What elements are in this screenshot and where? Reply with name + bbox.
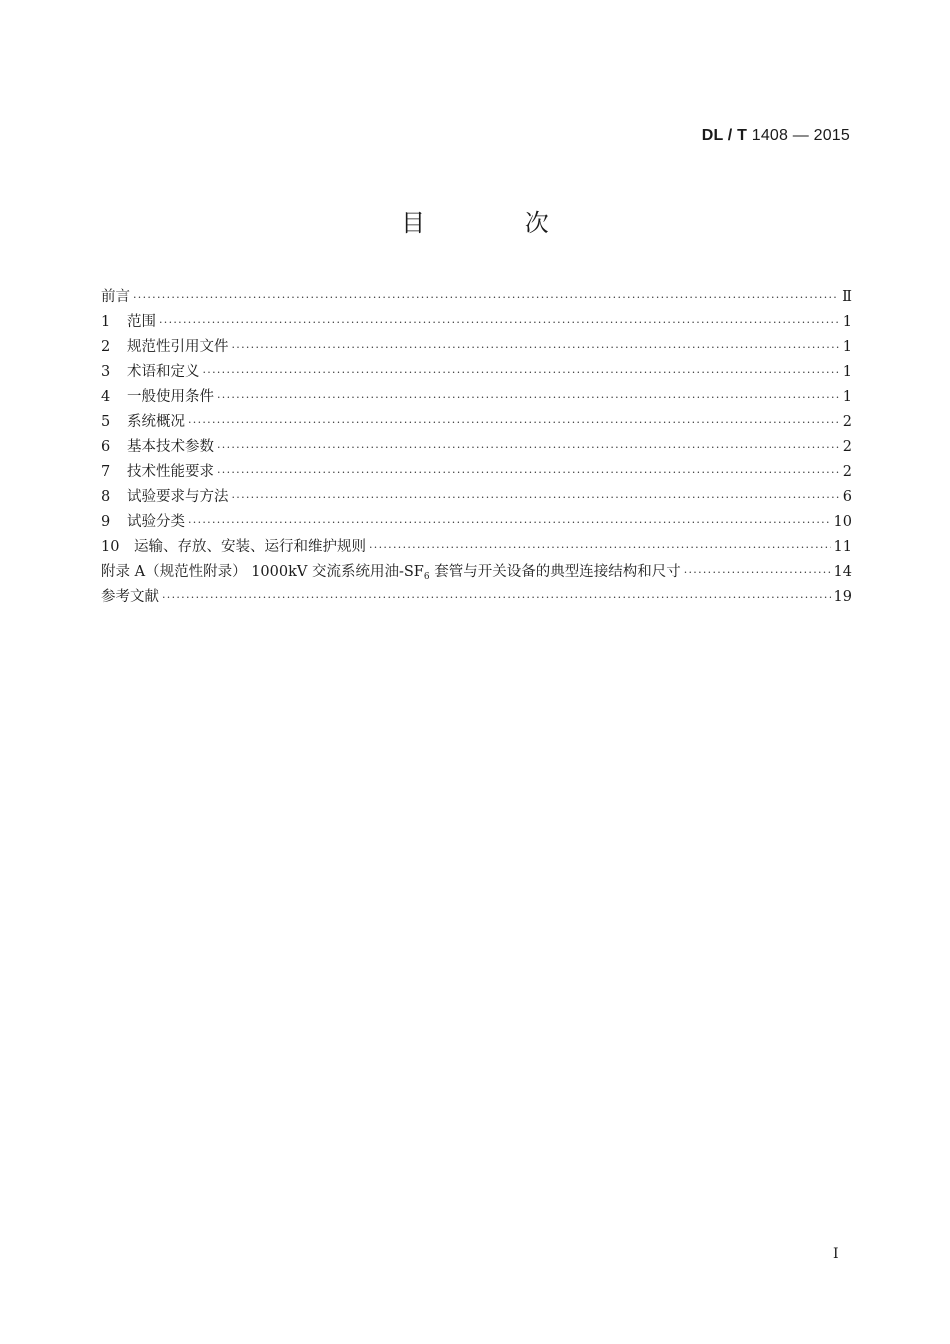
toc-page-number: 1 xyxy=(842,389,852,405)
toc-section-number: 1 xyxy=(101,314,111,330)
toc-entry-7[interactable] xyxy=(101,460,852,485)
appendix-title-part: 附录 A（规范性附录） 1000kV 交流系统用油-SF xyxy=(101,564,424,580)
toc-entry-title: 试验分类 xyxy=(127,514,185,530)
toc-entry-title: 系统概况 xyxy=(127,414,185,430)
leader-dots xyxy=(203,360,840,385)
toc-section-number: 10 xyxy=(101,539,120,555)
toc-entry-10[interactable] xyxy=(101,535,852,560)
table-of-contents xyxy=(101,285,852,610)
toc-entry-3[interactable] xyxy=(101,360,852,385)
toc-section-number: 4 xyxy=(101,389,111,405)
document-code xyxy=(702,127,850,145)
toc-page-number: 1 xyxy=(842,314,852,330)
toc-entry-title: 规范性引用文件 xyxy=(127,339,229,355)
toc-page-number: 2 xyxy=(842,464,852,480)
toc-entry-bibliography[interactable] xyxy=(101,585,852,610)
page-number: I xyxy=(833,1246,839,1262)
toc-entry-title: 术语和定义 xyxy=(127,364,200,380)
leader-dots xyxy=(232,335,840,360)
toc-page-number: 1 xyxy=(842,339,852,355)
toc-page-number: 19 xyxy=(833,589,852,605)
leader-dots xyxy=(217,460,840,485)
toc-entry-title: 一般使用条件 xyxy=(127,389,214,405)
toc-entry-6[interactable] xyxy=(101,435,852,460)
appendix-title-rest: 套管与开关设备的典型连接结构和尺寸 xyxy=(429,564,681,580)
toc-section-number: 2 xyxy=(101,339,111,355)
page-title: 目 次 xyxy=(401,209,595,237)
subscript-six: 6 xyxy=(423,572,430,582)
toc-entry-title: 技术性能要求 xyxy=(127,464,214,480)
toc-page-number: 11 xyxy=(833,539,852,555)
toc-entry-title: 前言 xyxy=(101,289,130,305)
leader-dots xyxy=(188,410,840,435)
toc-entry-foreword[interactable] xyxy=(101,285,852,310)
toc-page-number: 10 xyxy=(833,514,852,530)
toc-entry-title: 参考文献 xyxy=(101,589,159,605)
toc-entry-4[interactable] xyxy=(101,385,852,410)
leader-dots xyxy=(684,560,831,585)
toc-section-number: 5 xyxy=(101,414,111,430)
toc-page-number: 14 xyxy=(833,564,852,580)
toc-page-number: 2 xyxy=(842,439,852,455)
toc-page-number: Ⅱ xyxy=(842,289,852,305)
toc-entry-8[interactable] xyxy=(101,485,852,510)
toc-section-number: 6 xyxy=(101,439,111,455)
leader-dots xyxy=(159,310,840,335)
standard-number: 1408 — 2015 xyxy=(751,127,850,144)
toc-page-number: 6 xyxy=(842,489,852,505)
leader-dots xyxy=(217,385,840,410)
toc-entry-title: 运输、存放、安装、运行和维护规则 xyxy=(134,539,366,555)
toc-page-number: 1 xyxy=(842,364,852,380)
toc-section-number: 9 xyxy=(101,514,111,530)
toc-entry-5[interactable] xyxy=(101,410,852,435)
toc-section-number: 8 xyxy=(101,489,111,505)
leader-dots xyxy=(217,435,840,460)
leader-dots xyxy=(162,585,831,610)
leader-dots xyxy=(188,510,831,535)
toc-entry-title: 范围 xyxy=(127,314,156,330)
toc-entry-9[interactable] xyxy=(101,510,852,535)
toc-section-number: 3 xyxy=(101,364,111,380)
leader-dots xyxy=(369,535,831,560)
standard-prefix: DL / T xyxy=(701,127,748,144)
leader-dots xyxy=(232,485,840,510)
toc-entry-2[interactable] xyxy=(101,335,852,360)
toc-page-number: 2 xyxy=(842,414,852,430)
toc-section-number: 7 xyxy=(101,464,111,480)
toc-entry-1[interactable] xyxy=(101,310,852,335)
leader-dots xyxy=(133,285,839,310)
toc-entry-title: 基本技术参数 xyxy=(127,439,214,455)
toc-entry-title: 试验要求与方法 xyxy=(127,489,229,505)
toc-entry-appendix-a[interactable] xyxy=(101,560,852,585)
